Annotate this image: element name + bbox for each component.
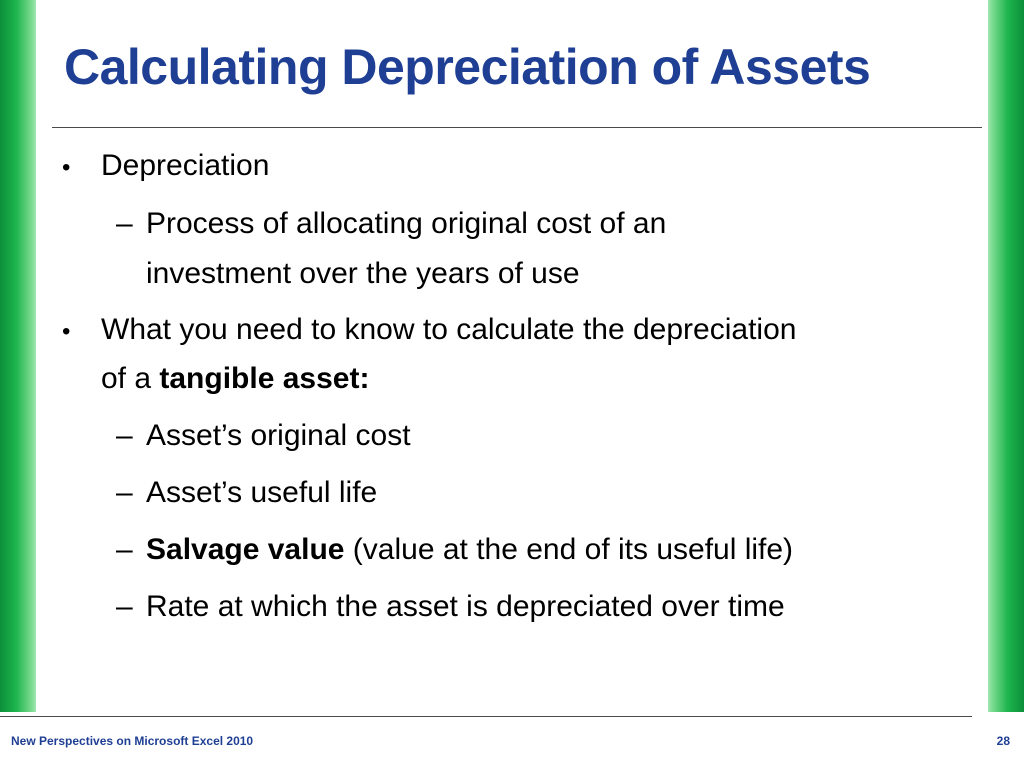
bullet-2-line-1: What you need to know to calculate the depreciation — [101, 313, 797, 346]
bullet-1-text: Depreciation — [101, 149, 270, 182]
bullet-2-line-2 — [101, 361, 369, 397]
sub-2-1-text: Asset’s original cost — [146, 419, 411, 452]
sub-2-3-text — [146, 532, 793, 568]
tangible-asset-term: tangible asset: — [159, 362, 370, 395]
salvage-value-term: Salvage value — [146, 533, 345, 566]
sub-2-3-dash: – — [116, 533, 133, 566]
slide-page-number: 28 — [996, 734, 1010, 748]
bullet-2-line-2-prefix: of a — [101, 362, 160, 395]
footer-divider — [0, 716, 972, 717]
bullet-1-marker: • — [62, 154, 71, 181]
sub-2-4-text: Rate at which the asset is depreciated over time — [146, 590, 785, 623]
slide-title: Calculating Depreciation of Assets — [64, 39, 871, 95]
sub-2-1-dash: – — [116, 419, 133, 452]
sub-1-1-dash: – — [116, 207, 133, 240]
sub-1-1-line-2: investment over the years of use — [146, 257, 580, 290]
sub-2-2-text: Asset’s useful life — [146, 476, 378, 509]
footer-course-title: New Perspectives on Microsoft Excel 2010 — [11, 734, 254, 748]
sub-2-4-dash: – — [116, 590, 133, 623]
sub-2-2-dash: – — [116, 476, 133, 509]
sub-1-1-line-1: Process of allocating original cost of an — [146, 207, 667, 240]
bullet-2-marker: • — [62, 318, 71, 345]
salvage-value-definition: (value at the end of its useful life) — [344, 533, 794, 566]
